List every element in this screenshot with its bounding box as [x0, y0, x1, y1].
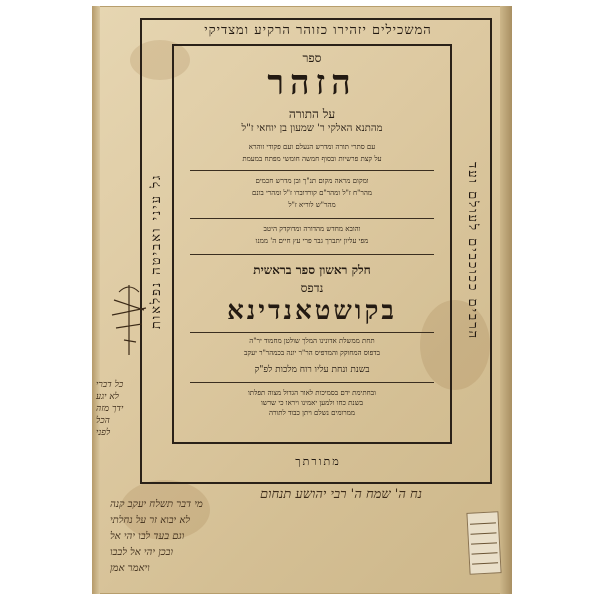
city-name: בקושטאנדינא [227, 296, 397, 326]
divider-rule [190, 254, 434, 255]
margin-note: הכל [96, 416, 110, 426]
margin-note: ידך מזה [96, 404, 124, 414]
page-binding-edge [92, 6, 100, 594]
page-right-edge [500, 6, 512, 594]
handwritten-inscription: וגם בעד לבו יהי אל [110, 531, 185, 542]
handwritten-inscription: ובכן יהי אל לבבו [110, 547, 174, 558]
body-line: ובחתימת ידם בסמיכות לאור הגדול מצוה תפלתו [248, 389, 376, 397]
body-line: מהר"ש לוריא ז"ל [288, 201, 336, 209]
handwritten-inscription: לא יבוא זר על נחלתי [110, 515, 190, 526]
book-label: ספר [302, 51, 322, 65]
body-line: ומקום מראה מקום תנ"ך ובן מדרש חכמים [255, 177, 369, 185]
body-line: בשנת כחו ולמען יאמינו ויראו כי שרשו [260, 399, 364, 407]
body-line: בדפוס המחוקק והמדפיס הר"ר יונה בכמהר"ר יעקב [244, 349, 380, 357]
body-line: מפי עליון יתברך גבר פרי עץ חיים ה' ממנו [255, 237, 369, 245]
handwritten-inscription: ויאמר אמן [110, 563, 150, 574]
paper-tag [466, 511, 501, 575]
margin-note: לא יגע [96, 392, 119, 402]
divider-rule [190, 170, 434, 171]
printed-label: נדפס [300, 281, 324, 295]
body-line: ממרומים נשלם ויתן כבוד לתורה [268, 409, 356, 417]
part-heading: חלק ראשון ספר בראשית [253, 263, 371, 277]
handwritten-inscription: נח ה' שמח ה' רבי יהושע תנחום [260, 487, 422, 502]
book-subtitle: על התורה [288, 107, 336, 121]
body-line: עם סתרי תורה ומדרש הנעלם ועם פקודי זוהרא [248, 143, 376, 151]
divider-rule [190, 218, 434, 219]
bottom-border-text: מתורתך [295, 455, 341, 468]
divider-rule [190, 382, 434, 383]
book-title: הזהר [267, 63, 357, 103]
author-line: מהתנא האלקי ר' שמעון בן יוחאי ז"ל [241, 123, 383, 134]
body-line: והובא מחדש מהדורה ומדוקדק היטב [263, 225, 361, 233]
body-line: תחת ממשלת אדונינו המלך שולטן מחמוד יר"ה [249, 337, 375, 345]
left-border-text: גל עיני ואביטה נפלאות [149, 173, 164, 329]
right-border-text: הרבים ככוכבים לעולם ועד [465, 161, 480, 341]
divider-rule [190, 332, 434, 333]
handwritten-inscription: מי דבר תשלח יעקב קנה [110, 499, 203, 510]
margin-note: כל דברי [96, 380, 124, 390]
top-border-text: המשכילים יזהירו כזוהר הרקיע ומצדיקי [204, 23, 432, 38]
body-line: מהר"ח ז"ל ומהר"ם קורדוברו ז"ל ומהרי בונם [252, 189, 372, 197]
body-line: על קצת פרשיות ובסוף חמשה חומשי מפתח במעמת [242, 155, 382, 163]
year-line: בשנת ונחת עליו רוח מלכות לפ"ק [254, 365, 370, 375]
ink-sketch-icon [104, 280, 154, 360]
margin-note: לפני [96, 428, 111, 438]
